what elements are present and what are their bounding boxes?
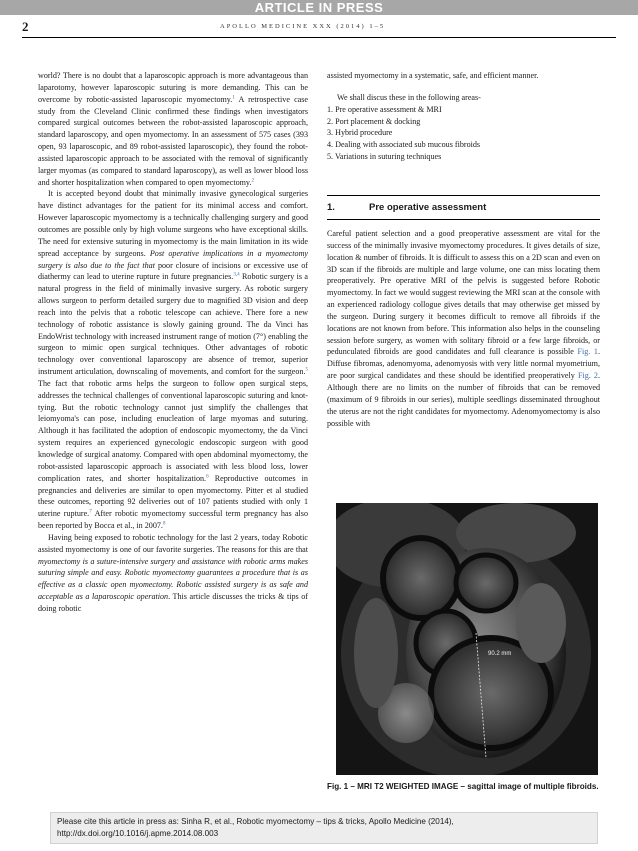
figure-caption: Fig. 1 – MRI T2 WEIGHTED IMAGE – sagittal image of multiple fibroids. [327, 782, 599, 791]
list-item: 4. Dealing with associated sub mucous fibroids [327, 140, 481, 150]
reference-link[interactable]: 5 [305, 367, 308, 373]
header-rule [22, 37, 616, 38]
list-item: 2. Port placement & docking [327, 116, 421, 126]
figure-2-link[interactable]: Fig. 2 [577, 371, 598, 381]
list-item: 3. Hybrid procedure [327, 128, 393, 138]
running-head: APOLLO MEDICINE XXX (2014) 1–5 [220, 23, 386, 30]
topic-list [327, 104, 600, 163]
reference-link[interactable]: 6 [206, 474, 209, 479]
section-rule-bottom [327, 219, 600, 220]
article-in-press-banner: ARTICLE IN PRESS [0, 0, 638, 15]
section-rule-top [327, 195, 600, 196]
section-body [327, 228, 600, 429]
paragraph-2: It is accepted beyond doubt that minimally invasive gynecological surgeries have distinct advantages for the patient for its minimal access and comfort. However laparoscopic myomectomy is a technically challenging surgery and good outcomes are possible only by high volume surgeons who have exceptional skills. The need for extensive suturing in myomectomy is the main limitation in its wide spread acceptance by surgeons. Post operative implications in a myomectomy surgery is also due to the fact that poor closure of incisions or excessive use of diathermy can lead to uterine rupture in future pregnancies.$^{3,4}$ Robotic surgery is a natural progress in the field of minimally invasive surgery. As robotic surgery allows surgeon to perform detailed surgery due to magnified 3D vision and deep reach into the pelvis that a robotic telescope can achieve. There fore a new technology of robotic assistance is slowly gaining ground. The da Vinci has EndoWrist technology with increased instrument range of motion (7°) enabling the surgeon to mimic open surgical techniques. Other advantages of robotic technology over conventional laparoscopy are absence of tremor, superior instrument articulation, downscaling of movements, and comfort for the surgeon.$^5$ The fact that robotic arms helps the surgeon to follow open surgical steps, addresses the technical challenges of conventional laparoscopic suturing and knot-tying. But the robotic technology cannot just simplify the challenges that leiomyoma's can pose, including enucleation of large myomas and suturing. Although it has facilitated the adoption of endoscopic myomectomy, the da Vinci system requires an experienced gynecologic endoscopic surgeon with good knowledge of surgical anatomy. Compared with open abdominal myomectomy, the robot-assisted laparoscopic approach is associated with less blood loss, lower complication rates, and shorter hospitalization.$^6$ Reproductive outcomes in pregnancies and deliveries are similar to open myomectomy. Pitter et al studied these outcomes, reporting 92 deliveries out of 107 patients studied with only 1 uterine rupture.$^7$ After robotic myomectomy successful term pregnancy has also been reported by Bocca et al., in 2007.$^8$ [38, 189, 309, 531]
section-heading: 1. Pre operative assessment [327, 202, 487, 213]
list-item: 5. Variations in suturing techniques [327, 152, 442, 162]
section-paragraph: Careful patient selection and a good preoperative assessment are vital for the success of the minimally invasive myomectomy procedures. It gives details of size, location & number of fibroids. It is difficult to assess this on a 2D scan and even on 3D scan if the fibroids are multiple and large volume, one can miss locating them preoperatively. Pre operative MRI of the pelvis is suggested before Robotic myomectomy. In fact we would suggest reviewing the MRI scan at the console with an experienced radiology collogue gives details that may otherwise get missed by the surgeon. During surgery it becomes difficult to remove all fibroids if the locations are not known from before. This information also helps in the counseling session before surgery, as women with solitary fibroid or a few large fibroids, or pedunculated fibroids are good candidates and full clearance is possible Fig. 1. Diffuse fibromas, adenomyoma, adenomyosis with very little normal myometrium, are poor surgical candidates and these should be identified preoperatively Fig. 2. Although there are no limits on the number of fibroids that can be removed (maximum of 9 fibroids in our series), multiple seedlings disseminated throughout the uterus are not the right candidates for myomectomy. Adenomyomectomy is also possible with [327, 229, 600, 428]
list-intro: We shall discus these in the following areas- [337, 92, 481, 102]
paragraph-continued: assisted myomectomy in a systematic, safe, and efficient manner. [327, 71, 539, 80]
figure-1-link[interactable]: Fig. 1 [577, 347, 598, 357]
mri-image [336, 503, 598, 775]
reference-link[interactable]: 1 [232, 95, 235, 100]
mri-figure [336, 503, 598, 775]
paragraph-3: Having being exposed to robotic technology for the last 2 years, today Robotic assisted myomectomy is one of our favorite surgeries. The reasons for this are that myomectomy is a suture-intensive surgery and assistance with robotic arms makes suturing simple and easy. Robotic myomectomy guarantees a procedure that is as effective as a classic open myomectomy. Robotic assisted surgery is as safe and acceptable as a laparoscopic operation. This article discusses the tricks & tips of doing robotic [38, 532, 309, 613]
right-column [327, 70, 600, 163]
page-number: 2 [22, 19, 29, 34]
measurement-label: 90.2 mm [488, 651, 512, 657]
reference-link[interactable]: 3,4 [233, 272, 240, 278]
reference-link[interactable]: 7 [89, 509, 92, 515]
left-column [38, 70, 308, 615]
list-item: 1. Pre operative assessment & MRI [327, 104, 442, 114]
reference-link[interactable]: 8 [162, 521, 166, 527]
reference-link[interactable]: 2 [251, 177, 254, 183]
citation-box: Please cite this article in press as: Sinha R, et al., Robotic myomectomy – tips & tricks, Apollo Medicine (2014), http://dx.doi.org/10.1016/j.apme.2014.08.003 [50, 812, 598, 844]
paragraph-1: world? There is no doubt that a laparoscopic approach is more advantageous than laparotomy, however laparoscopic suturing is more demanding. This can be overcome by robotic-assisted laparoscopic myomectomy.$^1$ A retrospective case study from the Cleveland Clinic confirmed these findings when investigators compared surgical outcomes between the robot-assisted laparoscopic approach, standard laparoscopy, and open myomectomy. In an assessment of 575 cases (393 open, 93 laparoscopic, and 89 robot-assisted laparoscopic), they found the robot-assisted laparoscopic approach to be associated with the removal of significantly larger myomas (as compared to standard laparoscopy), as well as lower blood loss and shorter hospitalization when compared to open myomectomy.$^2$ [38, 71, 308, 187]
